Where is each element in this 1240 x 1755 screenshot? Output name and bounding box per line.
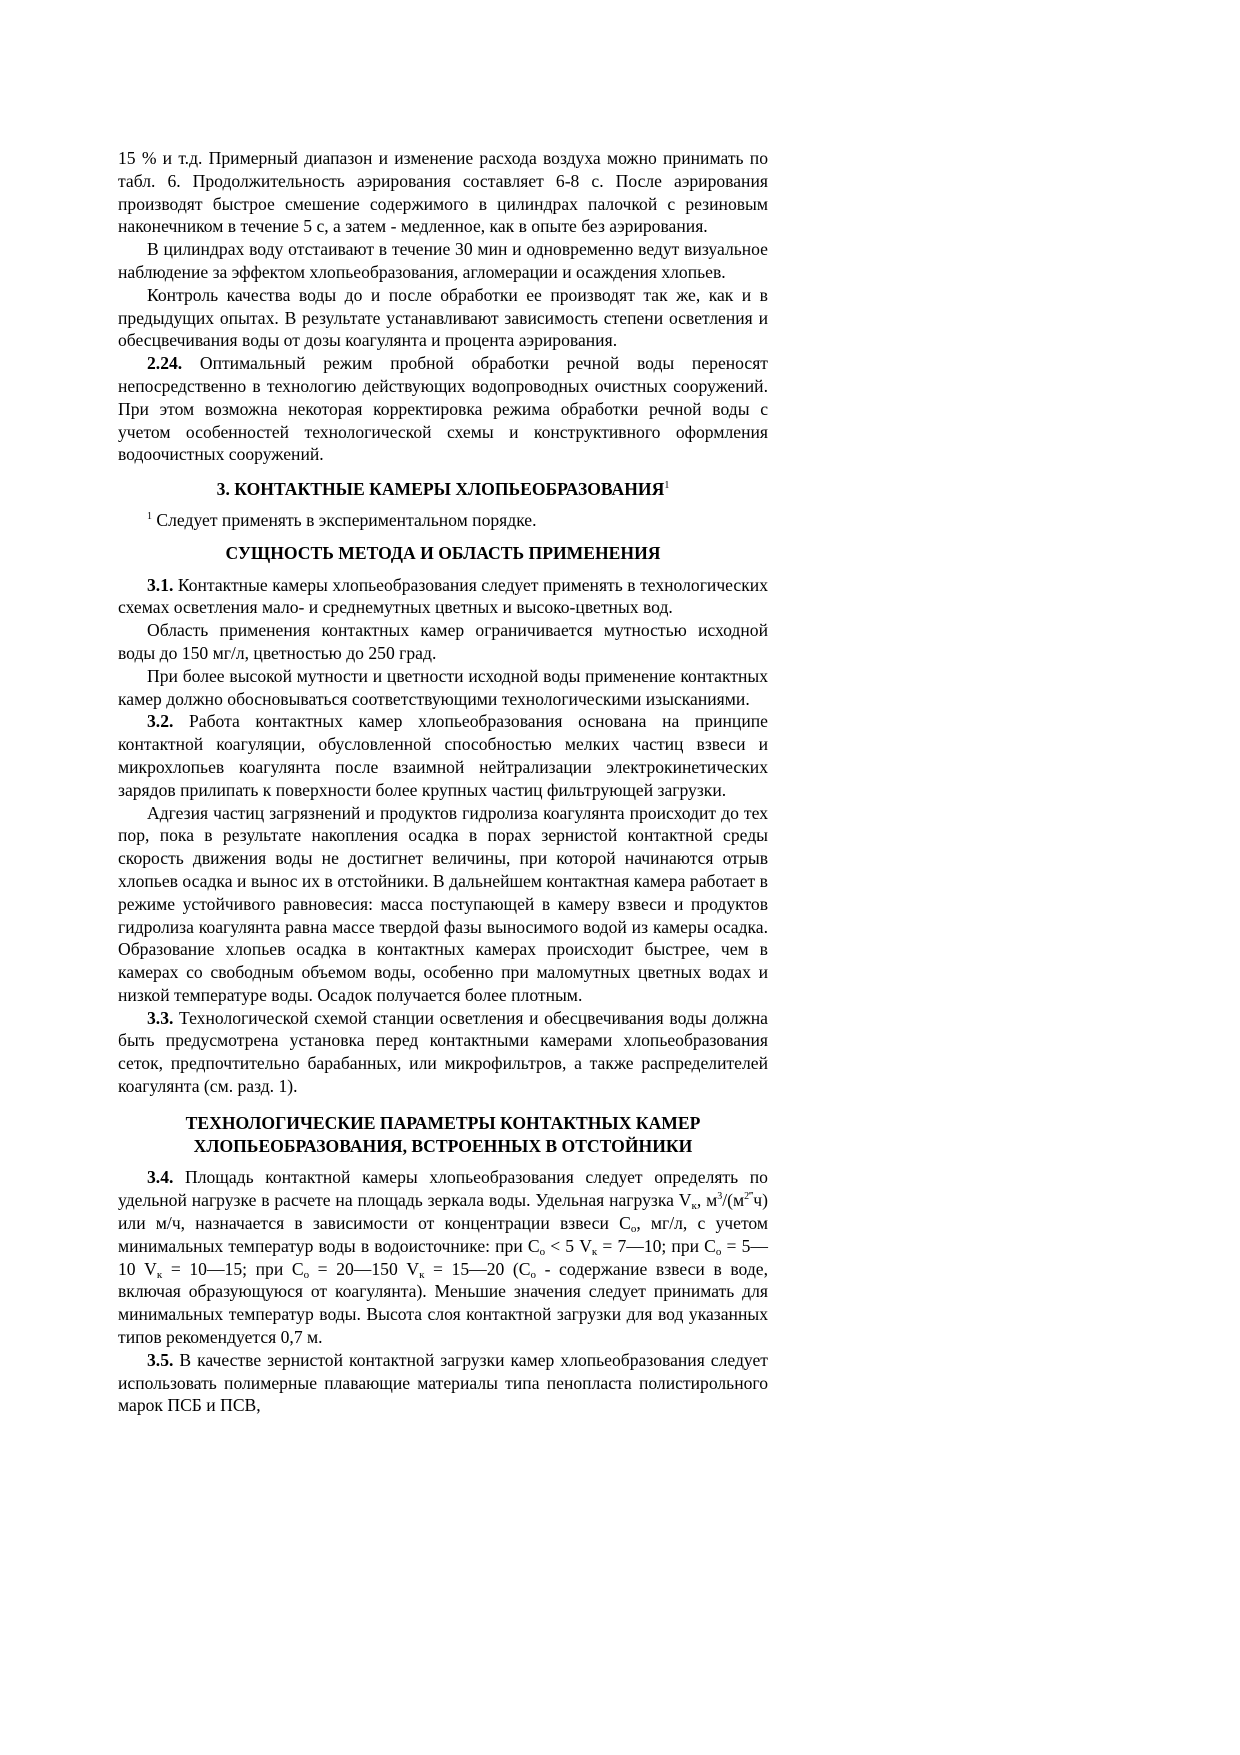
paragraph-aeration-continuation: 15 % и т.д. Примерный диапазон и изменение расхода воздуха можно принимать по табл. 6. Продолжительность аэрирования составляет 6-8 с. После аэрирования производят быстрое смешение содержимого в цилиндрах палочкой с резиновым наконечником в течение 5 с, а затем - медленное, как в опыте без аэрирования. xyxy=(118,148,768,237)
text-run: Площадь контактной камеры хлопьеобразования следует определять по удельной нагрузке в расчете на площадь зеркала воды. Удельная нагрузка V xyxy=(118,1167,768,1211)
text-run: < 5 V xyxy=(545,1235,592,1256)
heading-line-1: ТЕХНОЛОГИЧЕСКИЕ ПАРАМЕТРЫ КОНТАКТНЫХ КАМЕР xyxy=(185,1112,701,1133)
text-run: /(м xyxy=(722,1190,745,1211)
paragraph-adhesion: Адгезия частиц загрязнений и продуктов гидролиза коагулянта происходит до тех пор, пока в результате накопления осадка в порах зернистой контактной среды скорость движения воды не достигнет величины, при которой начинаются отрыв хлопьев осадка и вынос их в отстойники. В дальнейшем контактная камера работает в режиме устойчивого равновесия: масса поступающей в камеру взвеси и продуктов гидролиза коагулянта равна массе твердой фазы выносимого водой из камеры осадка. Образование хлопьев осадка в контактных камерах происходит быстрее, чем в камерах со свободным объемом воды, особенно при маломутных цветных водах и низкой температуре воды. Осадок получается более плотным. xyxy=(118,802,768,1005)
subscript: к xyxy=(691,1200,697,1213)
paragraph-high-turbidity: При более высокой мутности и цветности исходной воды применение контактных камер должно обосновываться соответствующими технологическими изысканиями. xyxy=(118,665,768,709)
paragraph-3-1 xyxy=(118,574,768,620)
subscript: о xyxy=(539,1245,546,1258)
subscript: о xyxy=(630,1223,637,1236)
subsection-heading-essence: СУЩНОСТЬ МЕТОДА И ОБЛАСТЬ ПРИМЕНЕНИЯ xyxy=(225,542,661,563)
paragraph-quality-control: Контроль качества воды до и после обработки ее производят так же, как и в предыдущих опытах. В результате устанавливают зависимость степени осветления и обесцвечивания воды от дозы коагулянта и процента аэрирования. xyxy=(118,284,768,351)
paragraph-3-2 xyxy=(118,710,768,801)
section-title: 3. КОНТАКТНЫЕ КАМЕРЫ ХЛОПЬЕОБРАЗОВАНИЯ xyxy=(216,479,665,500)
clause-text: Оптимальный режим пробной обработки речной воды переносят непосредственно в технологию действующих водопроводных очистных сооружений. При этом возможна некоторая корректировка режима обработки речной воды с учетом особенностей технологической схемы и конструктивного оформления водоочистных сооружений. xyxy=(118,353,768,465)
text-run: = 7—10; при С xyxy=(597,1235,716,1256)
text-run: = 20—150 V xyxy=(309,1258,420,1279)
subscript: о xyxy=(530,1268,537,1281)
subscript: о xyxy=(303,1268,310,1281)
footnote-ref: 1 xyxy=(664,480,670,492)
paragraph-application-area: Область применения контактных камер ограничивается мутностью исходной воды до 150 мг/л, цветностью до 250 град. xyxy=(118,620,768,663)
footnote xyxy=(118,509,768,532)
document-page xyxy=(118,147,768,1417)
clause-text: Работа контактных камер хлопьеобразования основана на принципе контактной коагуляции, обусловленной способностью мелких частиц взвеси и микрохлопьев коагулянта после взаимной нейтрализации электрокинетических зарядов прилипать к поверхности более крупных частиц фильтрующей загрузки. xyxy=(118,711,768,800)
subscript: к xyxy=(591,1245,598,1258)
text-run: = 5—10 V xyxy=(118,1235,768,1279)
text-run: , мг/л, с учетом минимальных температур воды в водоисточнике: при С xyxy=(118,1213,768,1256)
heading-line-2: ХЛОПЬЕОБРАЗОВАНИЯ, ВСТРОЕННЫХ В ОТСТОЙНИКИ xyxy=(193,1135,693,1156)
text-run: = 15—20 (С xyxy=(424,1258,531,1279)
subscript: о xyxy=(715,1245,722,1258)
text-run: - содержание взвеси в воде, включая образующуюся от коагулянта). Меньшие значения следует принимать для минимальных температур воды. Высота слоя контактной загрузки для вод указанных типов рекомендуется 0,7 м. xyxy=(118,1258,768,1348)
clause-text: В качестве зернистой контактной загрузки камер хлопьеобразования следует использовать полимерные плавающие материалы типа пенопласта полистирольного марок ПСБ и ПСВ, xyxy=(118,1349,768,1416)
clause-number: 3.2. xyxy=(147,711,174,732)
clause-number: 2.24. xyxy=(147,353,183,374)
paragraph-3-3 xyxy=(118,1007,768,1098)
paragraph-settling: В цилиндрах воду отстаивают в течение 30 мин и одновременно ведут визуальное наблюдение за эффектом хлопьеобразования, агломерации и осаждения хлопьев. xyxy=(118,239,768,282)
subscript: к xyxy=(419,1268,425,1281)
superscript: 3 xyxy=(717,1191,723,1203)
footnote-mark: 1 xyxy=(147,511,152,523)
clause-number: 3.4. xyxy=(147,1167,174,1188)
section-heading xyxy=(118,478,768,501)
clause-number: 3.1. xyxy=(147,574,174,595)
subscript: к xyxy=(156,1268,163,1281)
clause-number: 3.5. xyxy=(147,1349,174,1370)
subsection-heading-parameters xyxy=(118,1112,768,1158)
paragraph-3-4 xyxy=(118,1166,768,1348)
text-run: = 10—15; при С xyxy=(162,1258,304,1279)
text-run: ч) или м/ч, назначается в зависимости от концентрации взвеси С xyxy=(118,1190,768,1234)
superscript: 2‴ xyxy=(744,1191,754,1203)
clause-text: Контактные камеры хлопьеобразования следует применять в технологических схемах осветления мало- и среднемутных цветных и высоко-цветных вод. xyxy=(118,574,768,618)
text-run: , м xyxy=(696,1190,718,1211)
paragraph-2-24 xyxy=(118,352,768,466)
clause-number: 3.3. xyxy=(147,1007,174,1028)
clause-text: Технологической схемой станции осветления и обесцвечивания воды должна быть предусмотрена установка перед контактными камерами хлопьеобразования сеток, предпочтительно барабанных, или микрофильтров, а также распределителей коагулянта (см. разд. 1). xyxy=(118,1007,768,1097)
footnote-text: Следует применять в экспериментальном порядке. xyxy=(156,509,537,530)
paragraph-3-5 xyxy=(118,1349,768,1417)
